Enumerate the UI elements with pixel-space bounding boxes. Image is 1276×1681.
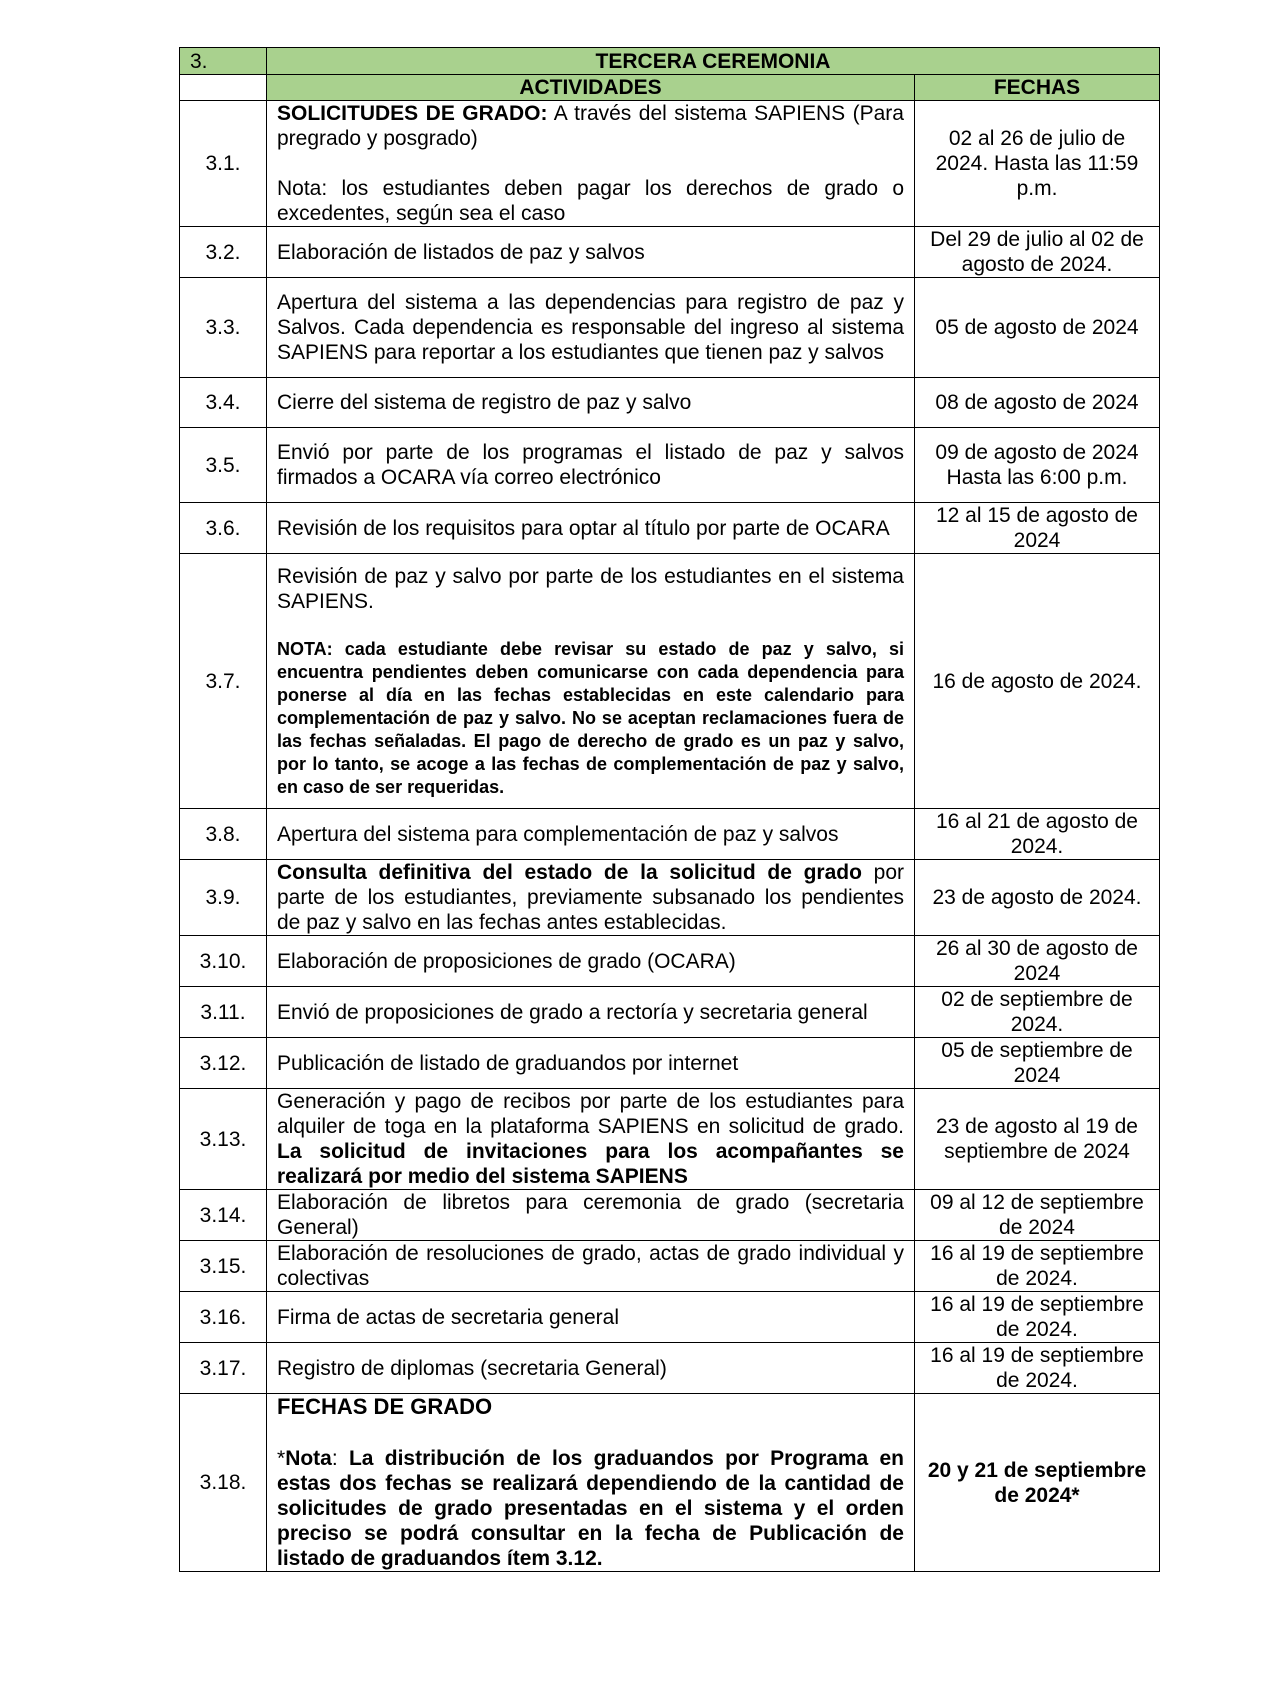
row-activity: Apertura del sistema a las dependencias para registro de paz y Salvos. Cada dependencia es responsable del ingreso al sistema SAPIENS para reportar a los estudiantes que tienen paz y salvos: [267, 278, 915, 378]
activity-text: A través del sistema SAPIENS (Para pregrado y posgrado): [277, 102, 904, 150]
table-row: [180, 936, 1160, 987]
table-row: [180, 1190, 1160, 1241]
row-date: 05 de septiembre de 2024: [915, 1038, 1160, 1089]
note-text: La distribución de los graduandos por Programa en estas dos fechas se realizará dependiendo de la cantidad de solicitudes de grado presentadas en el sistema y el orden preciso se podrá consultar en la fecha de Publicación de listado de graduandos ítem 3.12.: [277, 1447, 904, 1570]
row-activity: Envió por parte de los programas el listado de paz y salvos firmados a OCARA vía correo electrónico: [267, 428, 915, 503]
section-title: TERCERA CEREMONIA: [267, 48, 1160, 75]
row-activity: Cierre del sistema de registro de paz y salvo: [267, 378, 915, 428]
row-date: 08 de agosto de 2024: [915, 378, 1160, 428]
row-date: 16 al 21 de agosto de 2024.: [915, 809, 1160, 860]
activity-note: Nota: los estudiantes deben pagar los derechos de grado o excedentes, según sea el caso: [277, 177, 904, 225]
row-activity: [267, 1089, 915, 1190]
table-row: [180, 1241, 1160, 1292]
row-number: 3.1.: [180, 101, 267, 227]
table-row: [180, 503, 1160, 554]
row-date: Del 29 de julio al 02 de agosto de 2024.: [915, 227, 1160, 278]
column-header-row: [180, 75, 1160, 101]
row-number: 3.4.: [180, 378, 267, 428]
row-activity: Revisión de los requisitos para optar al título por parte de OCARA: [267, 503, 915, 554]
activity-bold: SOLICITUDES DE GRADO:: [277, 102, 548, 125]
row-number: 3.2.: [180, 227, 267, 278]
table-row: [180, 101, 1160, 227]
row-number: 3.6.: [180, 503, 267, 554]
table-row: [180, 378, 1160, 428]
row-date: 23 de agosto de 2024.: [915, 860, 1160, 936]
row-activity: Elaboración de libretos para ceremonia de grado (secretaria General): [267, 1190, 915, 1241]
table-row: [180, 809, 1160, 860]
row-activity: [267, 554, 915, 809]
row-number: 3.7.: [180, 554, 267, 809]
ceremony-schedule-table: [179, 47, 1160, 1572]
table-row: [180, 860, 1160, 936]
row-date: 16 al 19 de septiembre de 2024.: [915, 1292, 1160, 1343]
table-row: [180, 1394, 1160, 1572]
row-number: 3.10.: [180, 936, 267, 987]
row-activity: Elaboración de listados de paz y salvos: [267, 227, 915, 278]
table-row: [180, 1089, 1160, 1190]
table-row: [180, 554, 1160, 809]
activity-bold: Consulta definitiva del estado de la solicitud de grado: [277, 861, 862, 884]
row-date: 05 de agosto de 2024: [915, 278, 1160, 378]
empty-header-cell: [180, 75, 267, 101]
row-date: 23 de agosto al 19 de septiembre de 2024: [915, 1089, 1160, 1190]
row-activity: Elaboración de proposiciones de grado (OCARA): [267, 936, 915, 987]
row-number: 3.16.: [180, 1292, 267, 1343]
row-activity: Publicación de listado de graduandos por internet: [267, 1038, 915, 1089]
row-activity: Elaboración de resoluciones de grado, actas de grado individual y colectivas: [267, 1241, 915, 1292]
row-date: 09 al 12 de septiembre de 2024: [915, 1190, 1160, 1241]
row-number: 3.18.: [180, 1394, 267, 1572]
activity-note: NOTA: cada estudiante debe revisar su estado de paz y salvo, si encuentra pendientes deben comunicarse con cada dependencia para ponerse al día en las fechas establecidas en este calendario para complementación de paz y salvo. No se aceptan reclamaciones fuera de las fechas señaladas. El pago de derecho de grado es un paz y salvo, por lo tanto, se acoge a las fechas de complementación de paz y salvo, en caso de ser requeridas.: [277, 638, 904, 797]
table-row: [180, 227, 1160, 278]
row-date: 16 al 19 de septiembre de 2024.: [915, 1343, 1160, 1394]
row-date: 02 al 26 de julio de 2024. Hasta las 11:59 p.m.: [915, 101, 1160, 227]
note-label: Nota: [285, 1447, 332, 1470]
row-activity: Firma de actas de secretaria general: [267, 1292, 915, 1343]
row-activity: [267, 1394, 915, 1572]
activity-text: por parte de los estudiantes, previamente subsanado los pendientes de paz y salvo en las fechas antes establecidas.: [277, 861, 905, 934]
activity-text: Revisión de paz y salvo por parte de los estudiantes en el sistema SAPIENS.: [277, 564, 904, 613]
table-row: [180, 987, 1160, 1038]
table-row: [180, 428, 1160, 503]
note-prefix: *: [277, 1447, 286, 1470]
section-header-row: [180, 48, 1160, 75]
row-activity: Envió de proposiciones de grado a rectoría y secretaria general: [267, 987, 915, 1038]
row-number: 3.9.: [180, 860, 267, 936]
row-number: 3.5.: [180, 428, 267, 503]
row-date: 02 de septiembre de 2024.: [915, 987, 1160, 1038]
row-number: 3.12.: [180, 1038, 267, 1089]
row-number: 3.15.: [180, 1241, 267, 1292]
activity-note: [277, 1446, 904, 1571]
row-number: 3.3.: [180, 278, 267, 378]
activity-bold: FECHAS DE GRADO: [277, 1394, 493, 1419]
table-row: [180, 1038, 1160, 1089]
activity-text: Generación y pago de recibos por parte de los estudiantes para alquiler de toga en la plataforma SAPIENS en solicitud de grado.: [277, 1090, 904, 1138]
row-number: 3.17.: [180, 1343, 267, 1394]
row-activity: Apertura del sistema para complementación de paz y salvos: [267, 809, 915, 860]
row-date: 16 de agosto de 2024.: [915, 554, 1160, 809]
section-number: 3.: [180, 48, 267, 75]
row-number: 3.8.: [180, 809, 267, 860]
row-activity: [267, 101, 915, 227]
table-row: [180, 278, 1160, 378]
activity-bold: La solicitud de invitaciones para los acompañantes se realizará por medio del sistema SAPIENS: [277, 1140, 904, 1188]
table-row: [180, 1292, 1160, 1343]
row-number: 3.14.: [180, 1190, 267, 1241]
column-header-activities: ACTIVIDADES: [267, 75, 915, 101]
row-activity: Registro de diplomas (secretaria General): [267, 1343, 915, 1394]
row-number: 3.13.: [180, 1089, 267, 1190]
row-date: 26 al 30 de agosto de 2024: [915, 936, 1160, 987]
row-date: 20 y 21 de septiembre de 2024*: [915, 1394, 1160, 1572]
row-date: 12 al 15 de agosto de 2024: [915, 503, 1160, 554]
row-activity: [267, 860, 915, 936]
note-colon: :: [331, 1447, 349, 1470]
row-date: 09 de agosto de 2024 Hasta las 6:00 p.m.: [915, 428, 1160, 503]
table-row: [180, 1343, 1160, 1394]
column-header-dates: FECHAS: [915, 75, 1160, 101]
row-date: 16 al 19 de septiembre de 2024.: [915, 1241, 1160, 1292]
row-number: 3.11.: [180, 987, 267, 1038]
